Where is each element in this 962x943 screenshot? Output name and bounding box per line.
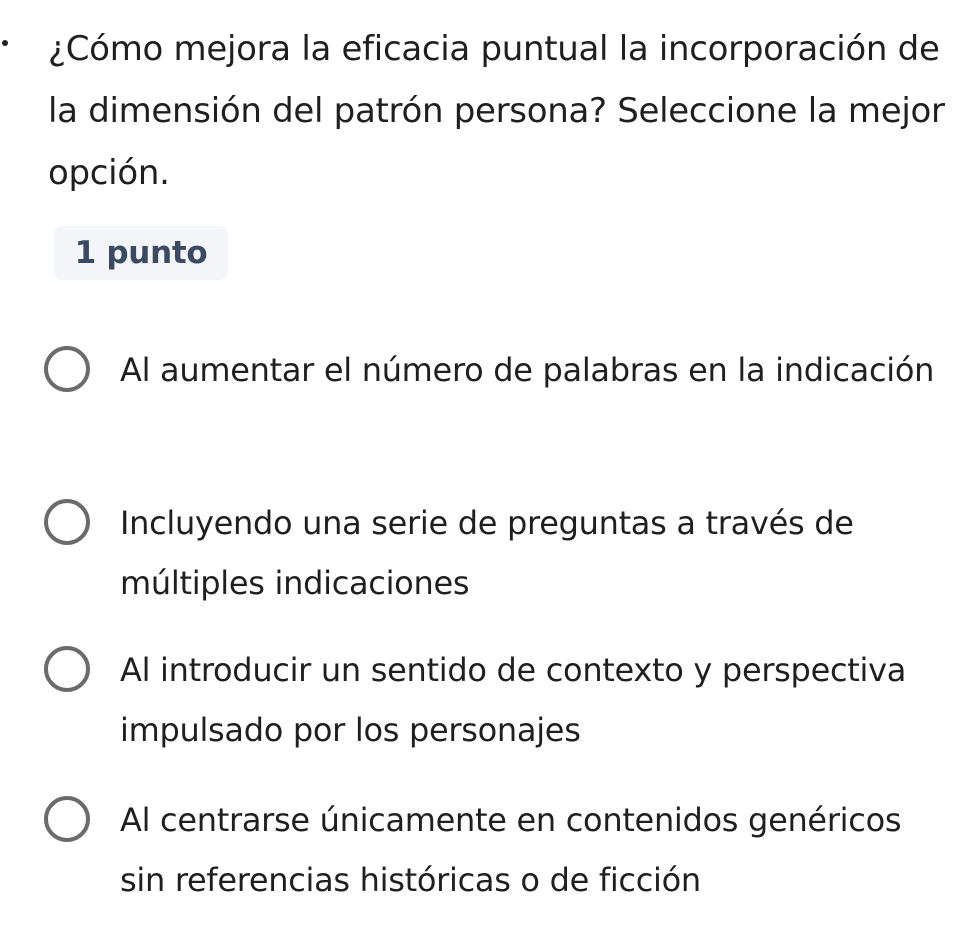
question-bullet: [2, 40, 8, 46]
radio-button-4[interactable]: [44, 796, 90, 842]
points-badge: [54, 226, 228, 280]
question-text: ¿Cómo mejora la eficacia puntual la incorporación de la dimensión del patrón persona? Seleccione la mejor opción.: [48, 29, 945, 193]
points-label: 1 punto: [74, 235, 208, 271]
radio-button-3[interactable]: [44, 646, 90, 692]
radio-button-1[interactable]: [44, 346, 90, 392]
radio-button-2[interactable]: [44, 499, 90, 545]
answer-option-label-3: Al introducir un sentido de contexto y perspectiva impulsado por los personajes: [120, 651, 907, 749]
answer-option-label-1: Al aumentar el número de palabras en la indicación: [120, 351, 935, 389]
answer-option-label-2: Incluyendo una serie de preguntas a través de múltiples indicaciones: [120, 504, 854, 602]
answer-option-label-4: Al centrarse únicamente en contenidos genéricos sin referencias históricas o de ficción: [120, 801, 902, 899]
